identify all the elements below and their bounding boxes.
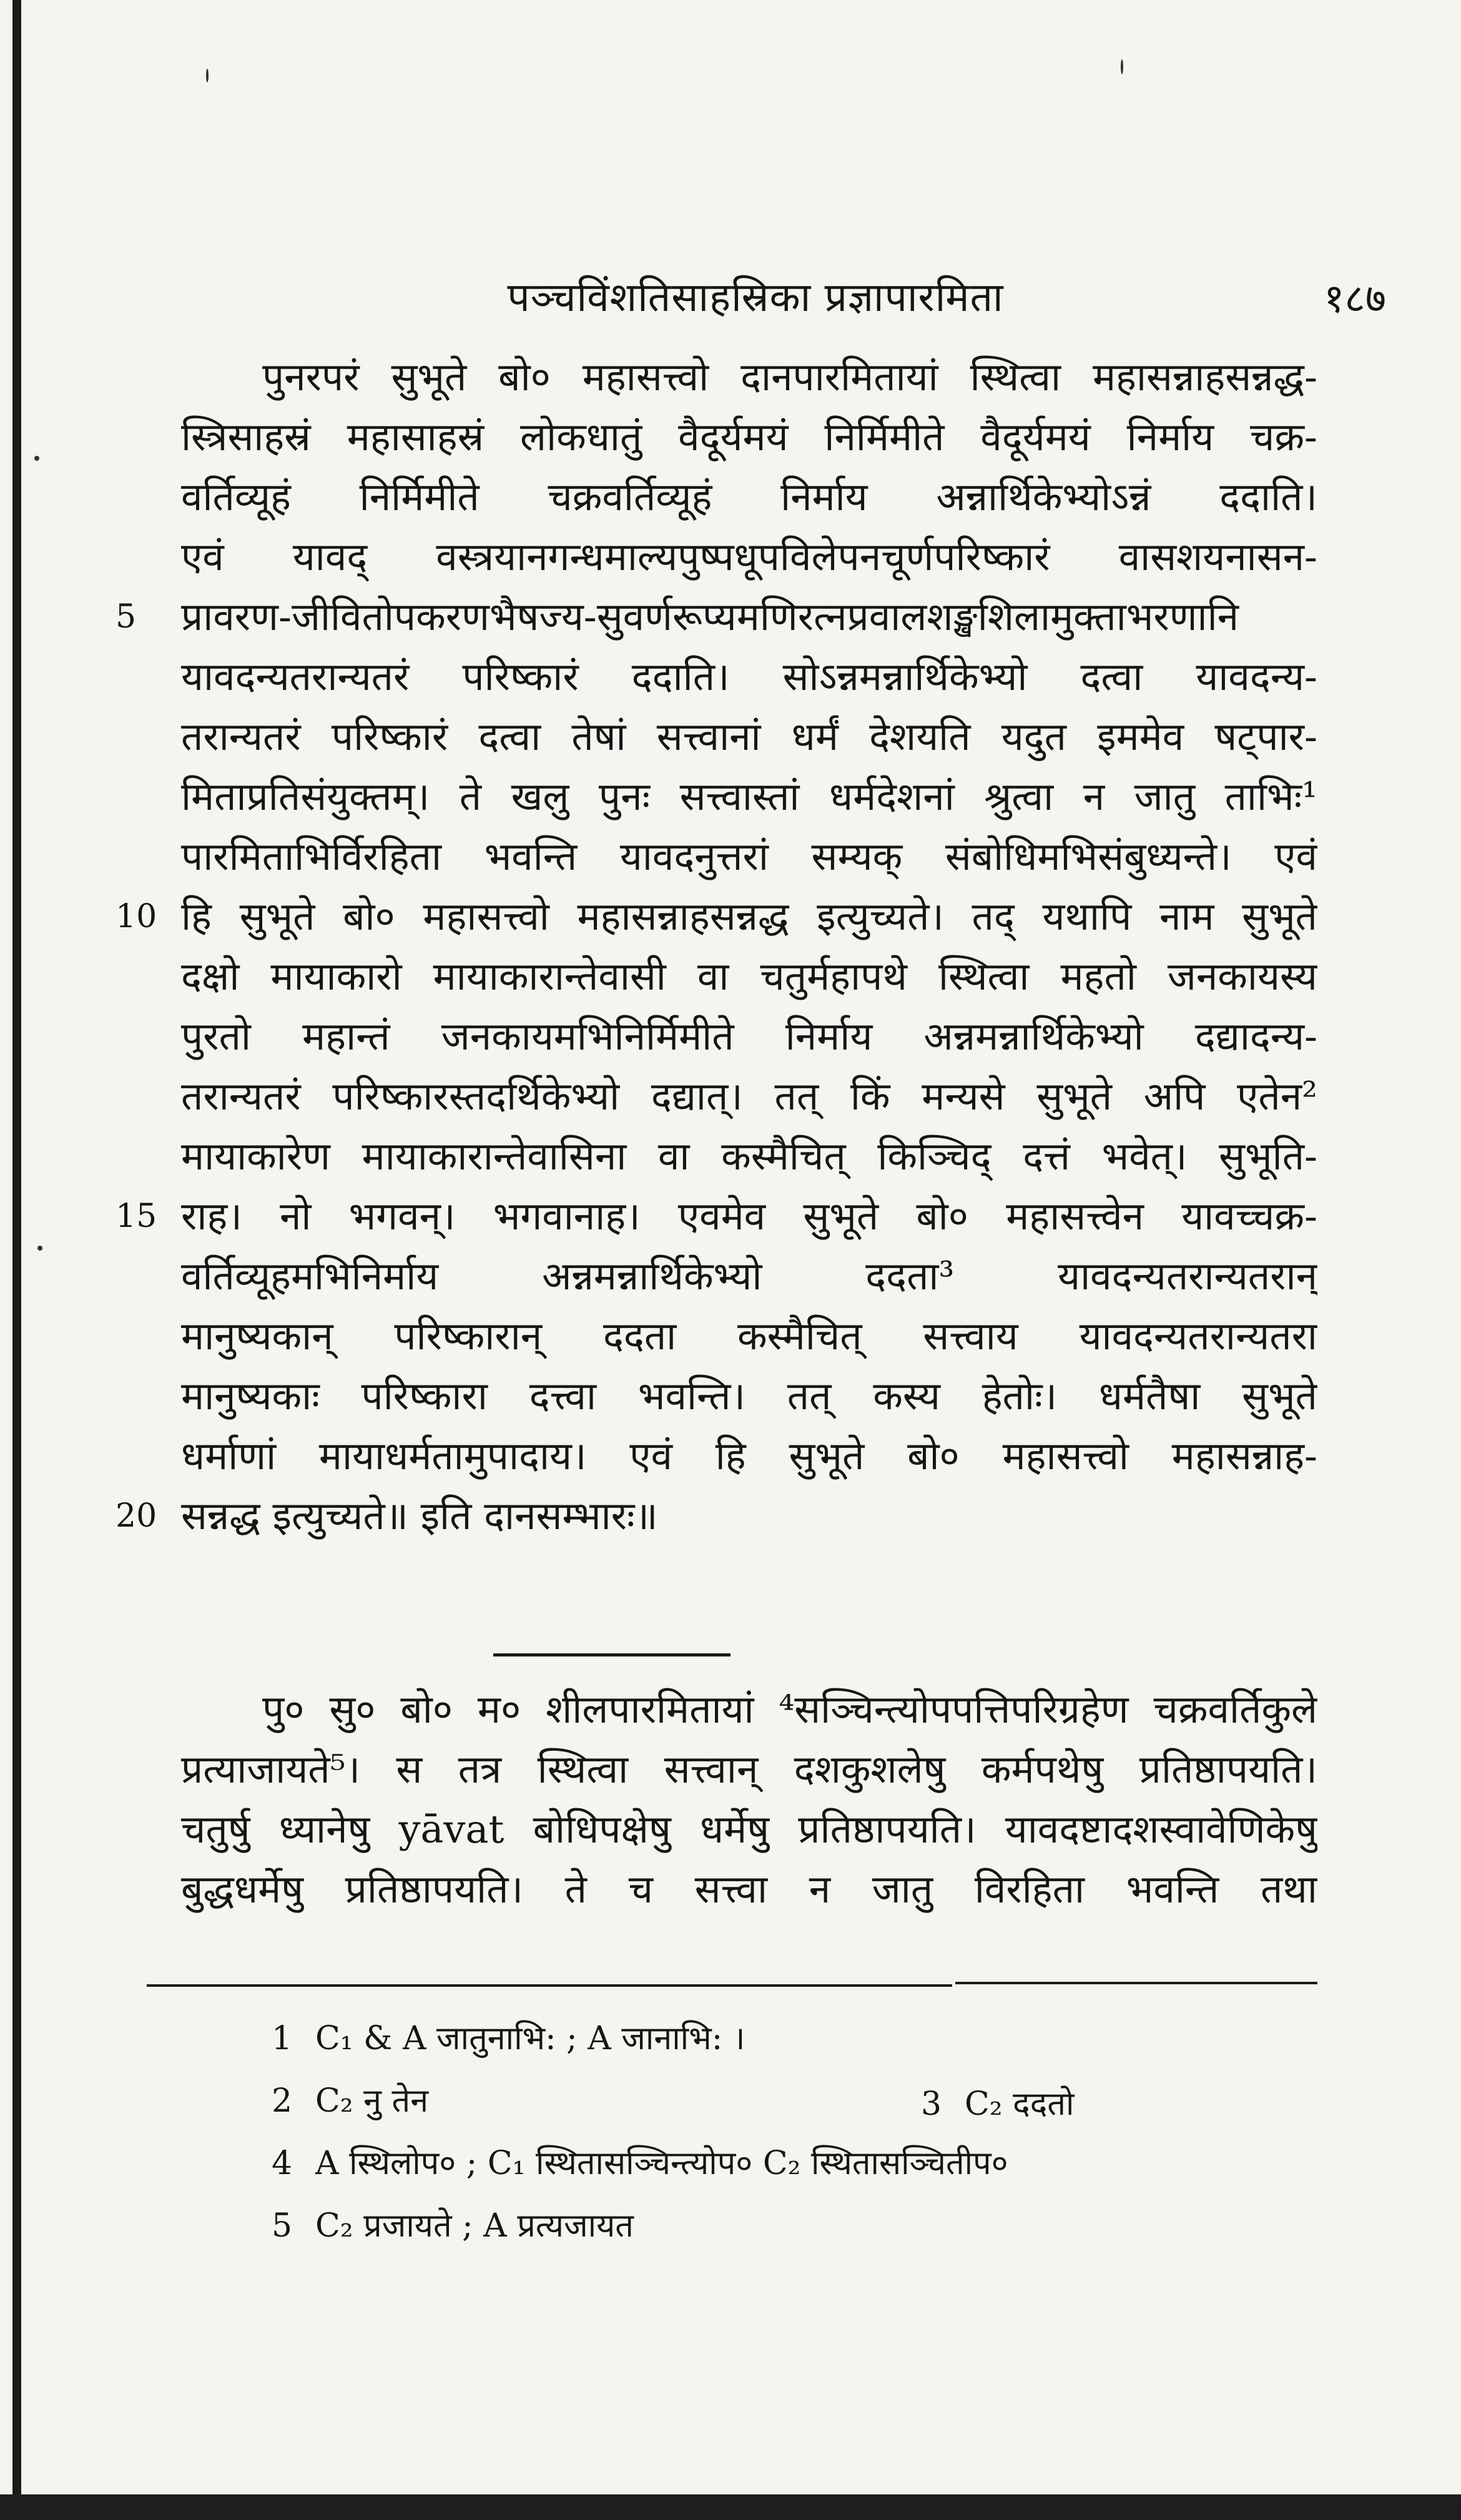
text-line: बुद्धधर्मेषु प्रतिष्ठापयति। ते च सत्त्वा न जातु विरहिता भवन्ति तथा xyxy=(181,1866,1317,1912)
ink-speck xyxy=(206,69,209,82)
text-line: दक्षो मायाकारो मायाकारान्तेवासी वा चतुर्महापथे स्थित्वा महतो जनकायस्य xyxy=(181,953,1317,999)
text-line: पुरतो महान्तं जनकायमभिनिर्मिमीते निर्माय अन्नमन्नार्थिकेभ्यो दद्यादन्य- xyxy=(181,1013,1317,1059)
text-line: मिताप्रतिसंयुक्तम्। ते खलु पुनः सत्त्वास्तां धर्मदेशनां श्रुत्वा न जातु ताभिः¹ xyxy=(181,774,1317,819)
footnote-number: 1 xyxy=(272,2020,293,2057)
text-line: यावदन्यतरान्यतरं परिष्कारं ददाति। सोऽन्नमन्नार्थिकेभ्यो दत्वा यावदन्य- xyxy=(181,654,1317,699)
text-line: वर्तिव्यूहं निर्मिमीते चक्रवर्तिव्यूहं निर्माय अन्नार्थिकेभ्योऽन्नं ददाति। xyxy=(181,474,1317,519)
text-line: मानुष्यकान् परिष्कारान् ददता कस्मैचित् सत्त्वाय यावदन्यतरान्यतरा xyxy=(181,1313,1317,1359)
footnote-4 xyxy=(272,2139,1008,2188)
text-line: हि सुभूते बो० महासत्त्वो महासन्नाहसन्नद्ध इत्युच्यते। तद् यथापि नाम सुभूते xyxy=(181,893,1317,939)
text-line: तरान्यतरं परिष्कारस्तदर्थिकेभ्यो दद्यात्। तत् किं मन्यसे सुभूते अपि एतेन² xyxy=(181,1073,1317,1119)
line-number: 10 xyxy=(116,898,157,935)
footnote-2 xyxy=(272,2076,428,2126)
text-line: एवं यावद् वस्त्रयानगन्धमाल्यपुष्पधूपविलेपनचूर्णपरिष्कारं वासशयनासन- xyxy=(181,534,1317,579)
running-title: पञ्चविंशतिसाहस्रिका प्रज्ञापारमिता xyxy=(507,275,1004,321)
scan-edge-left xyxy=(12,0,21,2520)
footnote-number: 4 xyxy=(272,2145,293,2182)
footnote-1 xyxy=(272,2014,745,2064)
text-line: मायाकारेण मायाकारान्तेवासिना वा कस्मैचित् किञ्चिद् दत्तं भवेत्। सुभूति- xyxy=(181,1133,1317,1179)
text-line: तरान्यतरं परिष्कारं दत्वा तेषां सत्त्वानां धर्मं देशयति यदुत इममेव षट्पार- xyxy=(181,714,1317,759)
section-divider xyxy=(493,1653,730,1656)
footnote-number: 2 xyxy=(272,2082,293,2120)
scan-edge-bottom xyxy=(0,2494,1461,2520)
ink-speck xyxy=(37,1246,42,1251)
text-line: राह। नो भगवन्। भगवानाह। एवमेव सुभूते बो० महासत्त्वेन यावच्चक्र- xyxy=(181,1193,1317,1239)
footnote-rule xyxy=(147,1984,952,1987)
text-line: वर्तिव्यूहमभिनिर्माय अन्नमन्नार्थिकेभ्यो ददता³ यावदन्यतरान्यतरान् xyxy=(181,1253,1317,1299)
footnote-text: C₂ प्रजायते ; A प्रत्यजायत xyxy=(315,2207,634,2245)
line-number: 20 xyxy=(116,1497,157,1535)
text-line: प्रत्याजायते⁵। स तत्र स्थित्वा सत्त्वान् दशकुशलेषु कर्मपथेषु प्रतिष्ठापयति। xyxy=(181,1746,1317,1792)
page-number: १८७ xyxy=(1324,276,1386,322)
text-line: सन्नद्ध इत्युच्यते॥ इति दानसम्भारः॥ xyxy=(181,1493,658,1538)
text-line: प्रावरण-जीवितोपकरणभैषज्य-सुवर्णरूप्यमणिरत्नप्रवालशङ्खशिलामुक्ताभरणानि xyxy=(181,594,1239,639)
footnote-3 xyxy=(921,2079,1075,2129)
footnote-5 xyxy=(272,2201,634,2251)
line-number: 5 xyxy=(116,598,137,636)
text-line: पुनरपरं सुभूते बो० महासत्त्वो दानपारमितायां स्थित्वा महासन्नाहसन्नद्ध- xyxy=(262,354,1317,400)
line-number: 15 xyxy=(116,1198,157,1235)
ink-speck xyxy=(34,456,39,461)
footnote-text: A स्थिलोप० ; C₁ स्थितासञ्चिन्त्योप० C₂ स्थितासञ्चितीप० xyxy=(315,2145,1008,2182)
footnote-rule xyxy=(955,1982,1317,1984)
text-line: चतुर्षु ध्यानेषु yāvat बोधिपक्षेषु धर्मेषु प्रतिष्ठापयति। यावदष्टादशस्वावेणिकेषु xyxy=(181,1806,1317,1852)
text-line: पु० सु० बो० म० शीलपारमितायां ⁴सञ्चिन्त्योपपत्तिपरिग्रहेण चक्रवर्तिकुले xyxy=(262,1686,1317,1732)
ink-speck xyxy=(1121,59,1123,74)
footnote-text: C₁ & A जातुनाभि: ; A जानाभि: । xyxy=(315,2020,745,2057)
footnote-number: 5 xyxy=(272,2207,293,2245)
footnote-text: C₂ ददतो xyxy=(965,2085,1075,2123)
text-line: पारमिताभिर्विरहिता भवन्ति यावदनुत्तरां सम्यक् संबोधिमभिसंबुध्यन्ते। एवं xyxy=(181,834,1317,879)
footnote-text: C₂ नु तेन xyxy=(315,2082,429,2120)
text-line: स्त्रिसाहस्रं महासाहस्रं लोकधातुं वैदूर्यमयं निर्मिमीते वैदूर्यमयं निर्माय चक्र- xyxy=(181,414,1317,460)
text-line: मानुष्यकाः परिष्कारा दत्त्वा भवन्ति। तत् कस्य हेतोः। धर्मतैषा सुभूते xyxy=(181,1373,1317,1419)
text-line: धर्माणां मायाधर्मतामुपादाय। एवं हि सुभूते बो० महासत्त्वो महासन्नाह- xyxy=(181,1433,1317,1479)
footnote-number: 3 xyxy=(921,2085,942,2123)
